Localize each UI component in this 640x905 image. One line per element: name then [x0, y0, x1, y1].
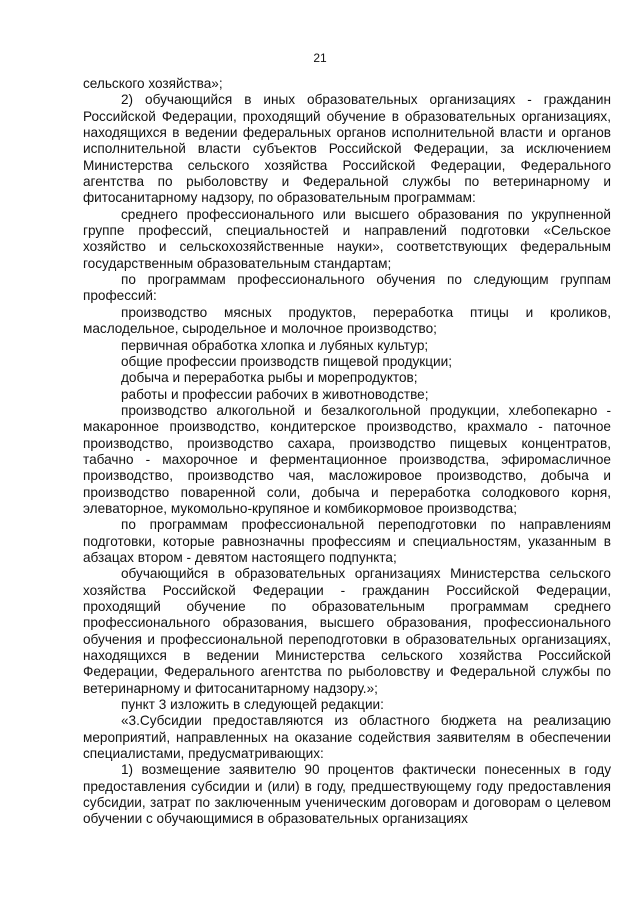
- paragraph: 1) возмещение заявителю 90 процентов фактически понесенных в году предоставления субсидии и (или) в году, предшествующему году предоставления субсидии, затрат по заключенным ученическим договорам и договорам о целевом обучении с обучающимися в образовательных организациях: [83, 762, 611, 827]
- paragraph: работы и профессии рабочих в животноводстве;: [121, 386, 429, 402]
- paragraph: среднего профессионального или высшего образования по укрупненной группе профессий, специальностей и направлений подготовки «Сельское хозяйство и сельскохозяйственные науки», соответствующих федеральным государственным образовательным стандартам;: [83, 206, 611, 271]
- paragraph: по программам профессиональной переподготовки по направлениям подготовки, которые равнозначны профессиям и специальностям, указанным в абзацах втором - девятом настоящего подпункта;: [83, 517, 611, 565]
- paragraph: добыча и переработка рыбы и морепродуктов;: [121, 370, 418, 386]
- page-number: 21: [313, 51, 327, 65]
- paragraph: «3.Субсидии предоставляются из областного бюджета на реализацию мероприятий, направленных на оказание содействия заявителям в обеспечении специалистами, предусматривающих:: [83, 713, 611, 762]
- paragraph: сельского хозяйства»;: [83, 76, 223, 91]
- paragraph: производство мясных продуктов, переработка птицы и кроликов, маслодельное, сыродельное и молочное производство;: [83, 304, 611, 337]
- paragraph: пункт 3 изложить в следующей редакции:: [121, 697, 384, 713]
- paragraph: по программам профессионального обучения по следующим группам профессий:: [83, 272, 611, 304]
- paragraph: 2) обучающийся в иных образовательных организациях - гражданин Российской Федерации, проходящий обучение в образовательных организациях, находящихся в ведении федеральных органов исполнительной власти и органов исполнительной власти субъектов Российской Федерации, за исключением Министерства сельского хозяйства Российской Федерации, Федерального агентства по рыболовству и Федеральной службы по ветеринарному и фитосанитарному надзору, по образовательным программам:: [83, 92, 611, 206]
- paragraph: первичная обработка хлопка и лубяных культур;: [121, 337, 429, 353]
- paragraph: производство алкогольной и безалкогольной продукции, хлебопекарно - макаронное производство, кондитерское производство, крахмало - паточное производство, производство сахара, производство пищевых концентратов, табачно - махорочное и ферментационное производства, эфиромасличное производство, производство чая, масложировое производство, добыча и производство поваренной соли, добыча и переработка солодкового корня, элеваторное, мукомольно-крупяное и комбикормовое производства;: [83, 402, 611, 516]
- paragraph: общие профессии производств пищевой продукции;: [121, 353, 452, 369]
- paragraph: обучающийся в образовательных организациях Министерства сельского хозяйства Российской Федерации - гражданин Российской Федерации, проходящий обучение по образовательным программам среднего профессионального образования, высшего образования, профессионального обучения и профессиональной переподготовки в образовательных организациях, находящихся в ведении Министерства сельского хозяйства Российской Федерации, Федерального агентства по рыболовству и Федеральной службы по ветеринарному и фитосанитарному надзору.»;: [83, 566, 611, 696]
- document-body: [83, 76, 611, 828]
